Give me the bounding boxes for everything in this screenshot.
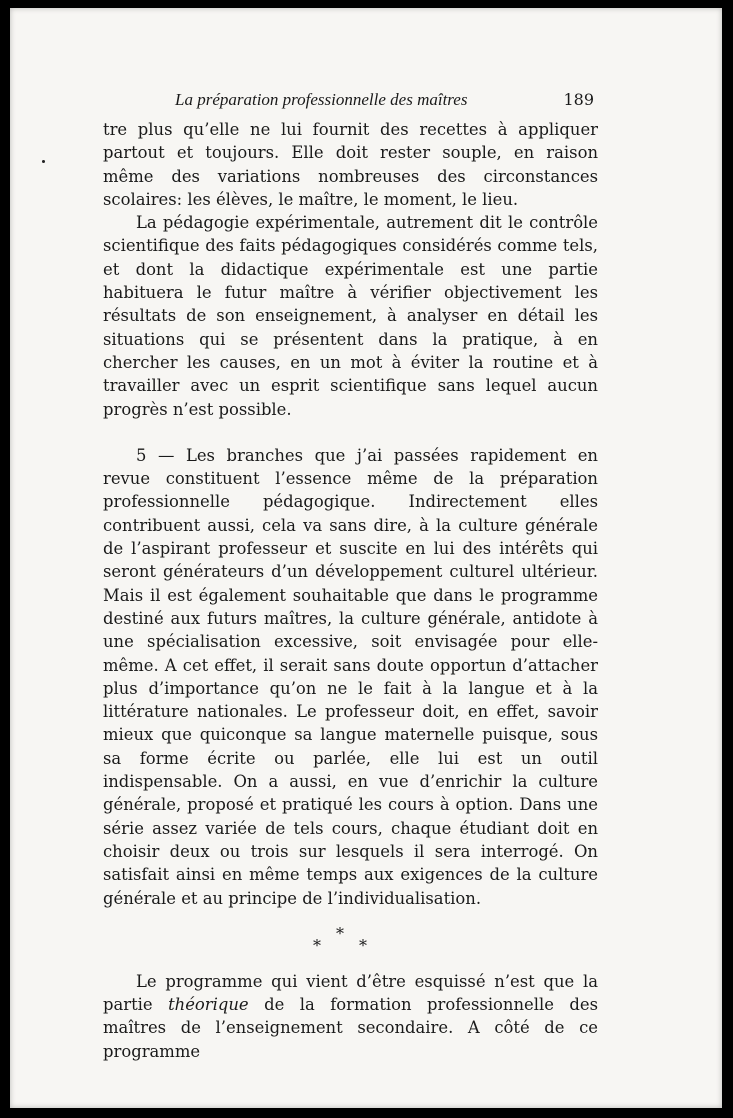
running-header [103, 88, 598, 118]
ink-speck [42, 160, 45, 163]
page-content [103, 88, 598, 1063]
emphasis-theorique: théorique [168, 995, 249, 1015]
paragraph-program-start: Le programme qui vient d’être esquissé n’est que la partie [103, 971, 598, 1015]
paragraph-program-end: de la formation professionnelle des maîtres de l’enseignement secondaire. A côté de ce programme [103, 995, 598, 1061]
separator-star-top: * [336, 923, 344, 943]
separator-star-left: * [313, 935, 321, 955]
paragraph-section-5: 5 — Les branches que j’ai passées rapidement en revue constituent l’essence même de la préparation professionnelle pédagogique. Indirectement elles contribuent aussi, cela va sans dire, à la culture générale de l’aspirant professeur et suscite en lui des intérêts qui seront générateurs d’un développement culturel ultérieur. Mais il est également souhaitable que dans le programme destiné aux futurs maîtres, la culture générale, antidote à une spécialisation excessive, soit envisagée pour elle-même. A cet effet, il serait sans doute opportun d’attacher plus d’importance qu’on ne le fait à la langue et à la littérature nationales. Le professeur doit, en effet, savoir mieux que quiconque sa langue maternelle puisque, sous sa forme écrite ou parlée, elle lui est un outil indispensable. On a aussi, en vue d’enrichir la culture générale, proposé et pratiqué les cours à option. Dans une série assez variée de tels cours, chaque étudiant doit en choisir deux ou trois sur lesquels il sera interrogé. On satisfait ainsi en même temps aux exigences de la culture générale et au principe de l’individualisation. [103, 445, 598, 908]
running-title: La préparation professionnelle des maîtres [175, 90, 468, 109]
paragraph-continuation: tre plus qu’elle ne lui fournit des recettes à appliquer partout et toujours. Elle doit rester souple, en raison même des variations nombreuses des circonstances scolaires: les élèves, le maître, le moment, le lieu. [103, 120, 598, 209]
paragraph-program [103, 970, 598, 1063]
section-separator [103, 916, 598, 956]
separator-star-right: * [359, 935, 367, 955]
book-page [10, 8, 722, 1108]
paragraph-experimental-pedagogy: La pédagogie expérimentale, autrement dit le contrôle scientifique des faits pédagogiques considérés comme tels, et dont la didactique expérimentale est une partie habituera le futur maître à vérifier objectivement les résultats de son enseignement, à analyser en détail les situations qui se présentent dans la pratique, à en chercher les causes, en un mot à éviter la routine et à travailler avec un esprit scientifique sans lequel aucun progrès n’est possible. [103, 213, 598, 419]
page-number: 189 [563, 90, 594, 109]
